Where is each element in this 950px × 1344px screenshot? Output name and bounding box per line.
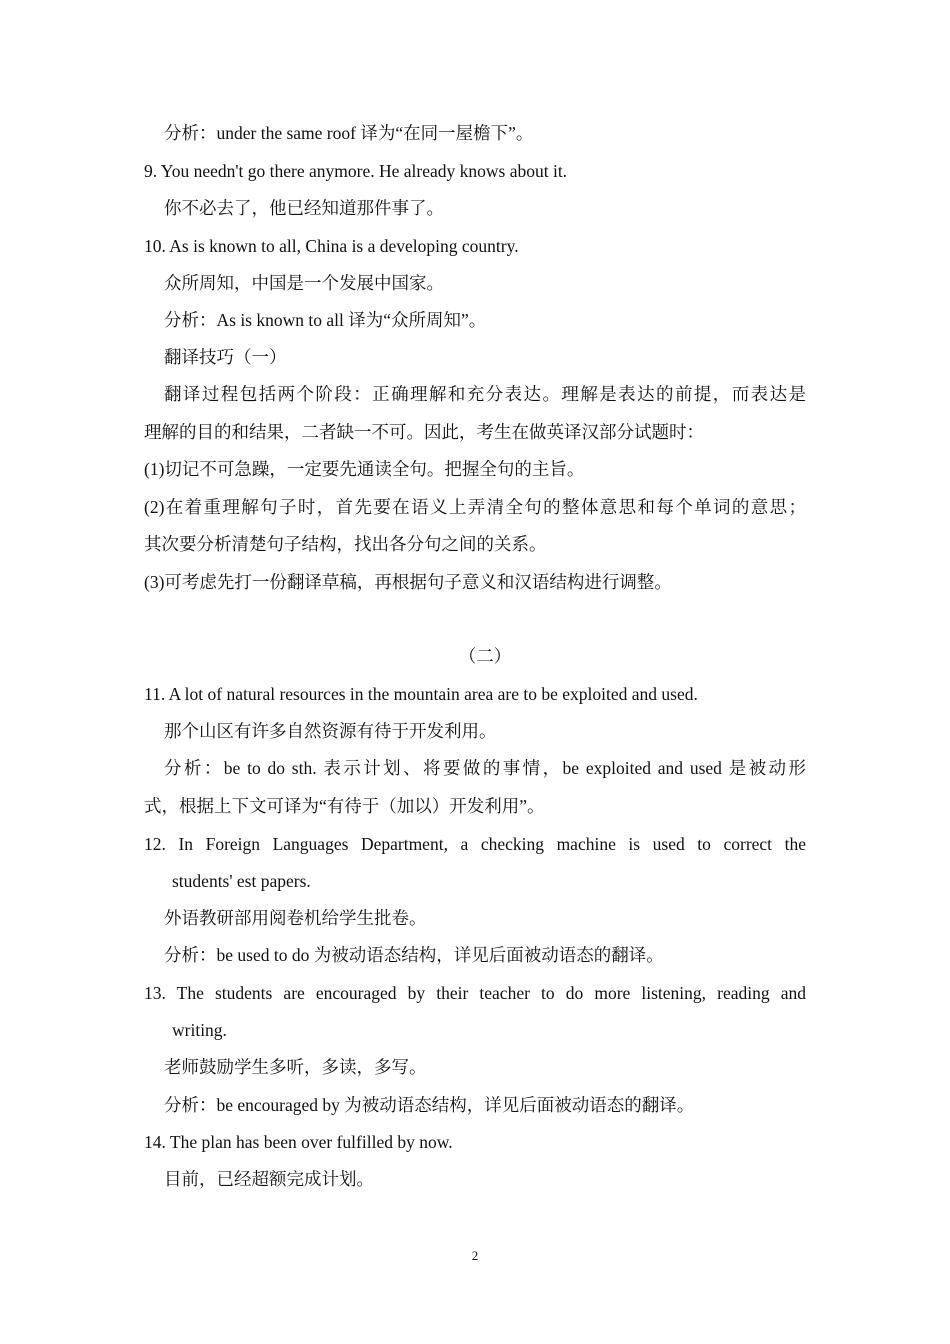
analysis-line: 分析：be used to do 为被动语态结构，详见后面被动语态的翻译。 (164, 945, 664, 965)
analysis-line-cont: 式，根据上下文可译为“有待于（加以）开发利用”。 (144, 796, 545, 816)
analysis-line: 分析：under the same roof 译为“在同一屋檐下”。 (164, 123, 534, 143)
question-9: 9. You needn't go there anymore. He already knows about it. (144, 161, 568, 181)
translation-line: 众所周知，中国是一个发展中国家。 (164, 273, 444, 293)
translation-line: 外语教研部用阅卷机给学生批卷。 (164, 908, 427, 928)
translation-line: 那个山区有许多自然资源有待于开发利用。 (164, 721, 497, 741)
analysis-line: 分析：be to do sth. 表示计划、将要做的事情，be exploited and used 是被动形 (164, 758, 806, 778)
question-13: 13. The students are encouraged by their teacher to do more listening, reading and (144, 983, 806, 1003)
translation-line: 你不必去了，他已经知道那件事了。 (164, 198, 444, 218)
question-12-cont: students' est papers. (172, 871, 311, 891)
analysis-line: 分析：be encouraged by 为被动语态结构，详见后面被动语态的翻译。 (164, 1095, 695, 1115)
page-number: 2 (471, 1248, 479, 1263)
question-11: 11. A lot of natural resources in the mountain area are to be exploited and used. (144, 684, 698, 704)
question-13-cont: writing. (172, 1020, 227, 1040)
section-number: （二） (458, 646, 512, 666)
translation-line: 老师鼓励学生多听，多读，多写。 (164, 1057, 427, 1077)
tip-item-1: (1)切记不可急躁，一定要先通读全句。把握全句的主旨。 (144, 459, 585, 479)
tip-item-2: (2)在着重理解句子时，首先要在语义上弄清全句的整体意思和每个单词的意思； (144, 497, 806, 517)
tip-item-3: (3)可考虑先打一份翻译草稿，再根据句子意义和汉语结构进行调整。 (144, 572, 672, 592)
question-14: 14. The plan has been over fulfilled by now. (144, 1132, 453, 1152)
analysis-line: 分析：As is known to all 译为“众所周知”。 (164, 310, 487, 330)
section-heading: 翻译技巧（一） (164, 347, 287, 367)
question-10: 10. As is known to all, China is a developing country. (144, 236, 519, 256)
body-paragraph-line: 翻译过程包括两个阶段：正确理解和充分表达。理解是表达的前提，而表达是 (164, 384, 806, 404)
question-12: 12. In Foreign Languages Department, a checking machine is used to correct the (144, 834, 806, 854)
tip-item-2-cont: 其次要分析清楚句子结构，找出各分句之间的关系。 (144, 534, 547, 554)
body-paragraph-line: 理解的目的和结果，二者缺一不可。因此，考生在做英译汉部分试题时： (144, 422, 704, 442)
translation-line: 目前，已经超额完成计划。 (164, 1169, 374, 1189)
